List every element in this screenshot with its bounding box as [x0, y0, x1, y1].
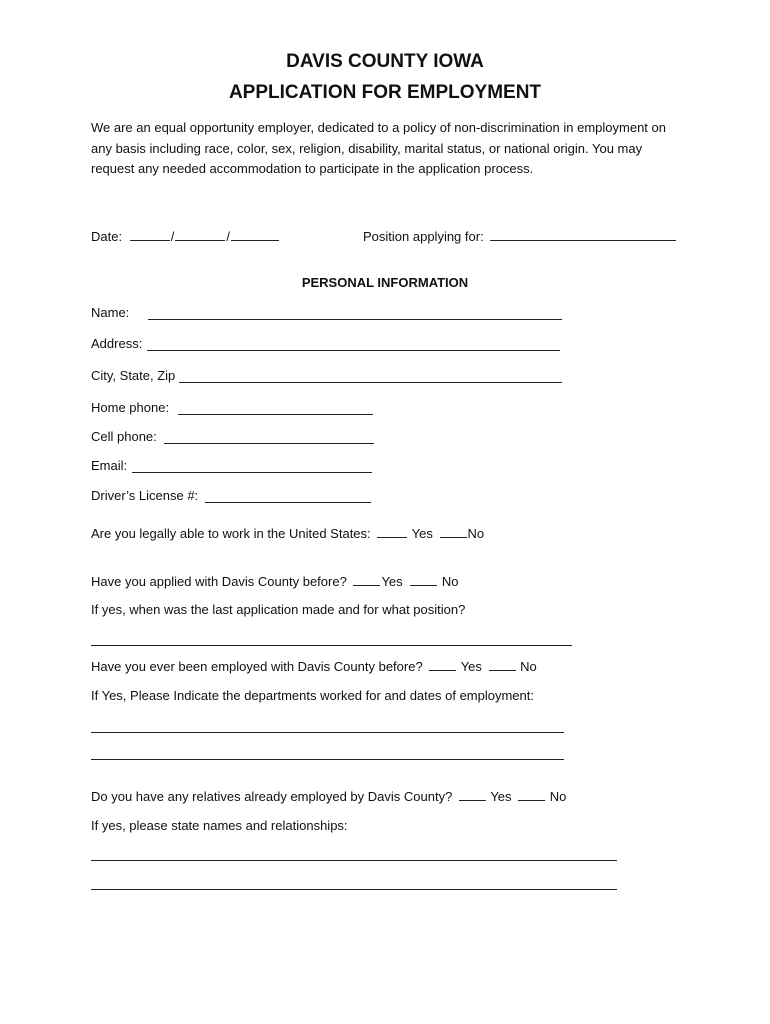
- form-title-line2: APPLICATION FOR EMPLOYMENT: [228, 82, 542, 103]
- home-phone-label: Home phone:: [91, 400, 170, 415]
- position-label: Position applying for:: [363, 229, 484, 244]
- legal-work-no-blank[interactable]: [440, 526, 467, 538]
- form-title-line1: DAVIS COUNTY IOWA: [286, 51, 484, 72]
- employed-answer-line-1[interactable]: [91, 732, 564, 733]
- legal-work-yes-label: Yes: [411, 526, 433, 541]
- address-blank[interactable]: [147, 350, 560, 351]
- date-day-blank[interactable]: [175, 229, 225, 241]
- relatives-answer-line-2[interactable]: [91, 889, 617, 890]
- name-blank[interactable]: [148, 319, 562, 320]
- employed-before-text: Have you ever been employed with Davis County before?: [91, 659, 423, 674]
- applied-before-yes-blank[interactable]: [353, 574, 380, 586]
- applied-before-question: [91, 574, 459, 590]
- relatives-no-label: No: [549, 789, 567, 804]
- legal-work-yes-blank[interactable]: [377, 526, 407, 538]
- position-blank[interactable]: [490, 229, 676, 241]
- city-state-zip-label: City, State, Zip: [91, 368, 176, 383]
- relatives-text: Do you have any relatives already employed by Davis County?: [91, 789, 453, 804]
- employed-before-no-label: No: [520, 659, 537, 674]
- personal-information-heading: PERSONAL INFORMATION: [301, 275, 469, 290]
- legal-work-no-label: No: [467, 526, 485, 541]
- name-label: Name:: [91, 305, 130, 320]
- relatives-yes-label: Yes: [490, 789, 512, 804]
- address-label: Address:: [91, 336, 143, 351]
- relatives-question: [91, 789, 566, 805]
- employed-before-question: [91, 659, 537, 675]
- relatives-answer-line-1[interactable]: [91, 860, 617, 861]
- date-field[interactable]: Date: / /: [91, 229, 280, 245]
- equal-opportunity-statement: We are an equal opportunity employer, dedicated to a policy of non-discrimination in employment on any basis including race, color, sex, religion, disability, marital status, or national origin. You may request any needed accommodation to participate in the application process.: [91, 120, 666, 176]
- employed-before-no-blank[interactable]: [489, 659, 516, 671]
- relatives-followup: If yes, please state names and relationships:: [91, 818, 348, 833]
- legal-work-text: Are you legally able to work in the United States:: [91, 526, 371, 541]
- date-month-blank[interactable]: [130, 229, 170, 241]
- employed-answer-line-2[interactable]: [91, 759, 564, 760]
- employed-before-followup: If Yes, Please Indicate the departments worked for and dates of employment:: [91, 688, 534, 703]
- legal-work-question: [91, 526, 484, 542]
- applied-before-followup: If yes, when was the last application made and for what position?: [91, 602, 466, 617]
- cell-phone-blank[interactable]: [164, 443, 374, 444]
- home-phone-blank[interactable]: [178, 414, 373, 415]
- employed-before-yes-blank[interactable]: [429, 659, 456, 671]
- relatives-yes-blank[interactable]: [459, 789, 486, 801]
- email-label: Email:: [91, 458, 128, 473]
- cell-phone-label: Cell phone:: [91, 429, 157, 444]
- applied-before-yes-label: Yes: [381, 574, 403, 589]
- city-state-zip-blank[interactable]: [179, 382, 562, 383]
- applied-before-no-blank[interactable]: [410, 574, 437, 586]
- employed-before-yes-label: Yes: [460, 659, 482, 674]
- date-year-blank[interactable]: [231, 229, 279, 241]
- applied-before-text: Have you applied with Davis County before?: [91, 574, 347, 589]
- drivers-license-blank[interactable]: [205, 502, 371, 503]
- relatives-no-blank[interactable]: [518, 789, 545, 801]
- applied-before-answer-line[interactable]: [91, 645, 572, 646]
- applied-before-no-label: No: [441, 574, 459, 589]
- date-label: Date:: [91, 229, 123, 244]
- position-field[interactable]: [363, 229, 677, 245]
- email-blank[interactable]: [132, 472, 372, 473]
- drivers-license-label: Driver’s License #:: [91, 488, 199, 503]
